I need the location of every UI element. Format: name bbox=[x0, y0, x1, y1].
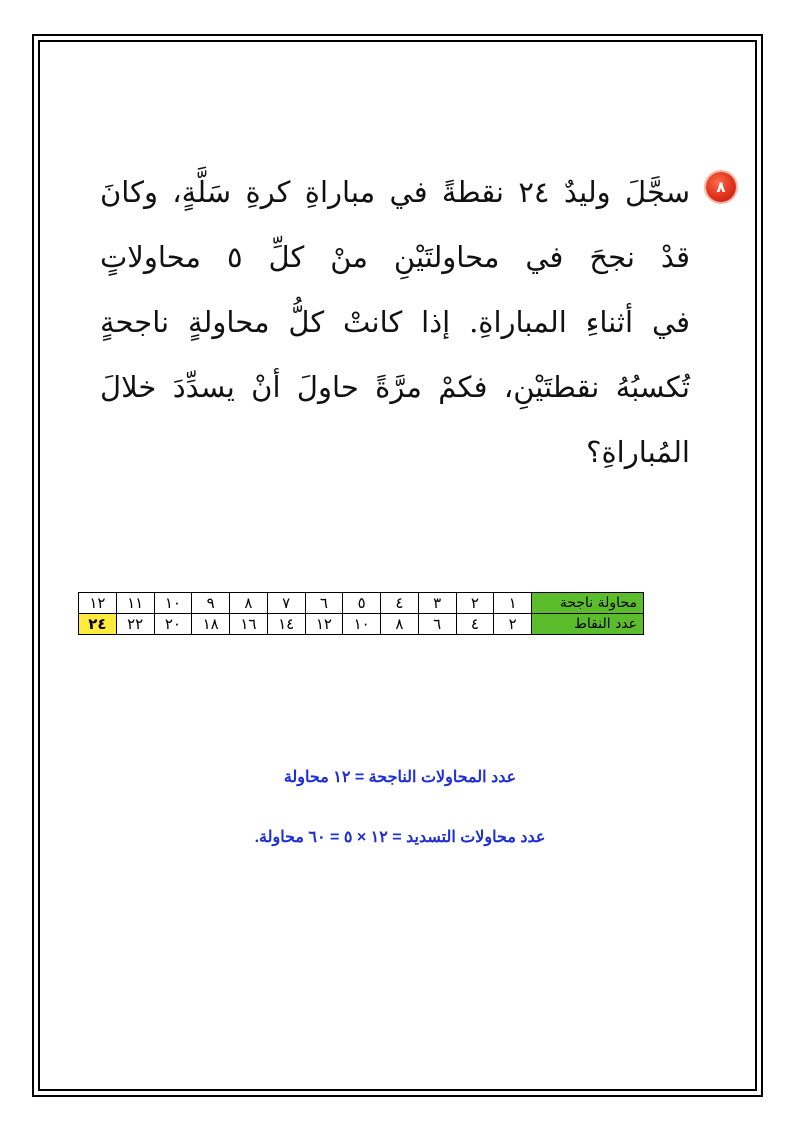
answer-line-total-attempts: عدد محاولات التسديد = ١٢ × ٥ = ٦٠ محاولة. bbox=[254, 829, 546, 846]
table-cell: ١٢ bbox=[305, 614, 343, 635]
table-cell: ٢ bbox=[494, 614, 532, 635]
table-cell: ١ bbox=[494, 593, 532, 614]
table-cell: ١٤ bbox=[267, 614, 305, 635]
table-cell: ٢ bbox=[456, 593, 494, 614]
table-cell: ٦ bbox=[418, 614, 456, 635]
row-label-points: عدد النقاط bbox=[532, 614, 644, 635]
table-cell: ١٠ bbox=[154, 593, 192, 614]
table-cell: ٤ bbox=[381, 593, 419, 614]
problem-line: المُباراةِ؟ bbox=[586, 435, 690, 469]
table-cell: ٤ bbox=[456, 614, 494, 635]
table-cell: ١٦ bbox=[230, 614, 268, 635]
highlighted-total-cell: ٢٤ bbox=[79, 614, 117, 635]
table-cell: ١١ bbox=[116, 593, 154, 614]
table-row bbox=[79, 593, 644, 614]
table-cell: ٧ bbox=[267, 593, 305, 614]
answer-line-successful: عدد المحاولات الناجحة = ١٢ محاولة bbox=[283, 769, 517, 786]
row-label-successful-attempts: محاولة ناجحة bbox=[532, 593, 644, 614]
table-cell: ٢٠ bbox=[154, 614, 192, 635]
problem-line: تُكسبُهُ نقطتَيْنِ، فكمْ مرَّةً حاولَ أنْ يسدِّدَ خلالَ bbox=[100, 370, 690, 404]
problem-line: سجَّلَ وليدٌ ٢٤ نقطةً في مباراةِ كرةِ سَلَّةٍ، وكانَ bbox=[100, 175, 690, 209]
table-cell: ١٢ bbox=[79, 593, 117, 614]
points-table bbox=[78, 592, 644, 635]
table-cell: ٦ bbox=[305, 593, 343, 614]
table-cell: ٩ bbox=[192, 593, 230, 614]
problem-line: قدْ نجحَ في محاولتَيْنِ منْ كلِّ ٥ محاولاتٍ bbox=[100, 240, 691, 274]
problem-text bbox=[100, 160, 690, 485]
table-cell: ٥ bbox=[343, 593, 381, 614]
table-cell: ٨ bbox=[381, 614, 419, 635]
table-row bbox=[79, 614, 644, 635]
table-cell: ٣ bbox=[418, 593, 456, 614]
problem-number-badge: ٨ bbox=[706, 172, 736, 202]
table-cell: ١٨ bbox=[192, 614, 230, 635]
problem-line: في أثناءِ المباراةِ. إذا كانتْ كلُّ محاولةٍ ناجحةٍ bbox=[100, 305, 690, 339]
table-cell: ١٠ bbox=[343, 614, 381, 635]
table-cell: ٢٢ bbox=[116, 614, 154, 635]
table-cell: ٨ bbox=[230, 593, 268, 614]
